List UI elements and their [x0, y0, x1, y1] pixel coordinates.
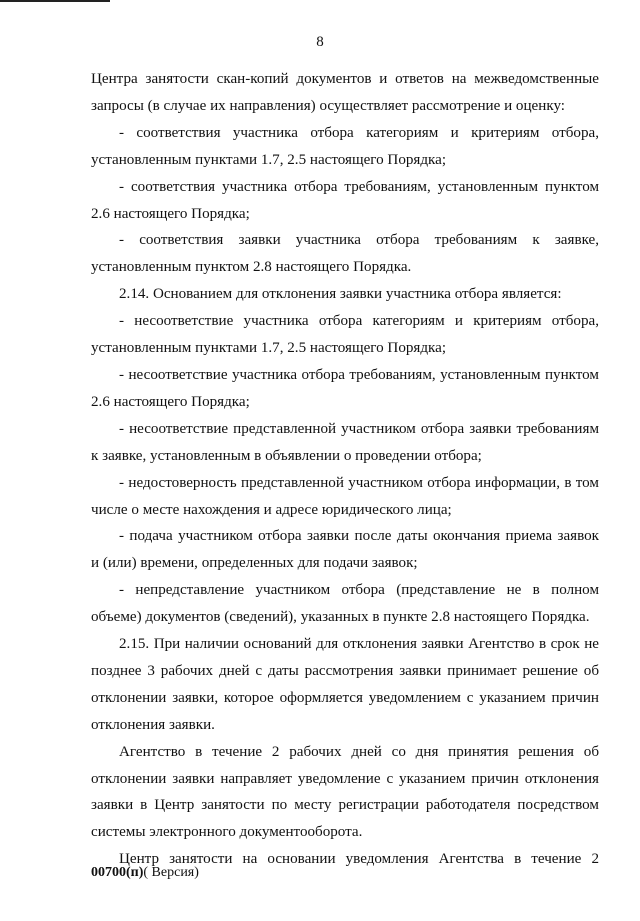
text-line-20: - непредставление участником отбора (представление не в полном [119, 582, 599, 599]
text-line-22: 2.15. При наличии оснований для отклонения заявки Агентство в срок не [119, 636, 599, 653]
text-line-29: системы электронного документооборота. [91, 824, 363, 841]
text-line-23: позднее 3 рабочих дней с даты рассмотрения заявки принимает решение об [91, 662, 599, 679]
text-line-19: и (или) времени, определенных для подачи заявок; [91, 555, 418, 572]
text-line-3: - соответствия участника отбора категориям и критериям отбора, [119, 124, 599, 141]
text-line-10: - несоответствие участника отбора категориям и критериям отбора, [119, 313, 599, 330]
document-version: ( Версия) [143, 865, 199, 880]
text-line-4: установленным пунктами 1.7, 2.5 настоящего Порядка; [91, 151, 447, 168]
text-line-17: числе о месте нахождения и адресе юридического лица; [91, 501, 452, 518]
text-line-30: Центр занятости на основании уведомления Агентства в течение 2 [119, 851, 599, 868]
text-line-21: объеме) документов (сведений), указанных в пункте 2.8 настоящего Порядка. [91, 609, 590, 626]
document-body [91, 66, 599, 873]
text-line-24: отклонении заявки, которое оформляется уведомлением с указанием причин [91, 689, 599, 706]
text-line-5: - соответствия участника отбора требованиям, установленным пунктом [119, 178, 599, 195]
text-line-7: - соответствия заявки участника отбора требованиям к заявке, [119, 232, 599, 249]
text-line-25: отклонения заявки. [91, 716, 215, 733]
text-line-14: - несоответствие представленной участником отбора заявки требованиям [119, 420, 599, 437]
text-line-11: установленным пунктами 1.7, 2.5 настоящего Порядка; [91, 340, 447, 357]
text-line-16: - недостоверность представленной участником отбора информации, в том [119, 474, 599, 491]
text-line-15: к заявке, установленным в объявлении о проведении отбора; [91, 447, 482, 464]
text-line-8: установленным пунктом 2.8 настоящего Порядка. [91, 259, 412, 276]
text-line-2: запросы (в случае их направления) осуществляет рассмотрение и оценку: [91, 97, 565, 114]
page-number: 8 [316, 34, 324, 50]
text-line-28: заявки в Центр занятости по месту регистрации работодателя посредством [91, 797, 599, 814]
text-line-9: 2.14. Основанием для отклонения заявки участника отбора является: [119, 286, 562, 303]
document-footer [91, 865, 199, 881]
top-edge-rule [0, 0, 110, 2]
text-line-6: 2.6 настоящего Порядка; [91, 205, 250, 222]
document-code: 00700(п) [91, 865, 144, 880]
text-line-26: Агентство в течение 2 рабочих дней со дня принятия решения об [119, 743, 599, 760]
text-line-18: - подача участником отбора заявки после даты окончания приема заявок [119, 528, 599, 545]
text-line-27: отклонении заявки направляет уведомление с указанием причин отклонения [91, 770, 599, 787]
text-line-12: - несоответствие участника отбора требованиям, установленным пунктом [119, 366, 599, 383]
text-line-1: Центра занятости скан-копий документов и ответов на межведомственные [91, 71, 599, 87]
text-line-13: 2.6 настоящего Порядка; [91, 393, 250, 410]
